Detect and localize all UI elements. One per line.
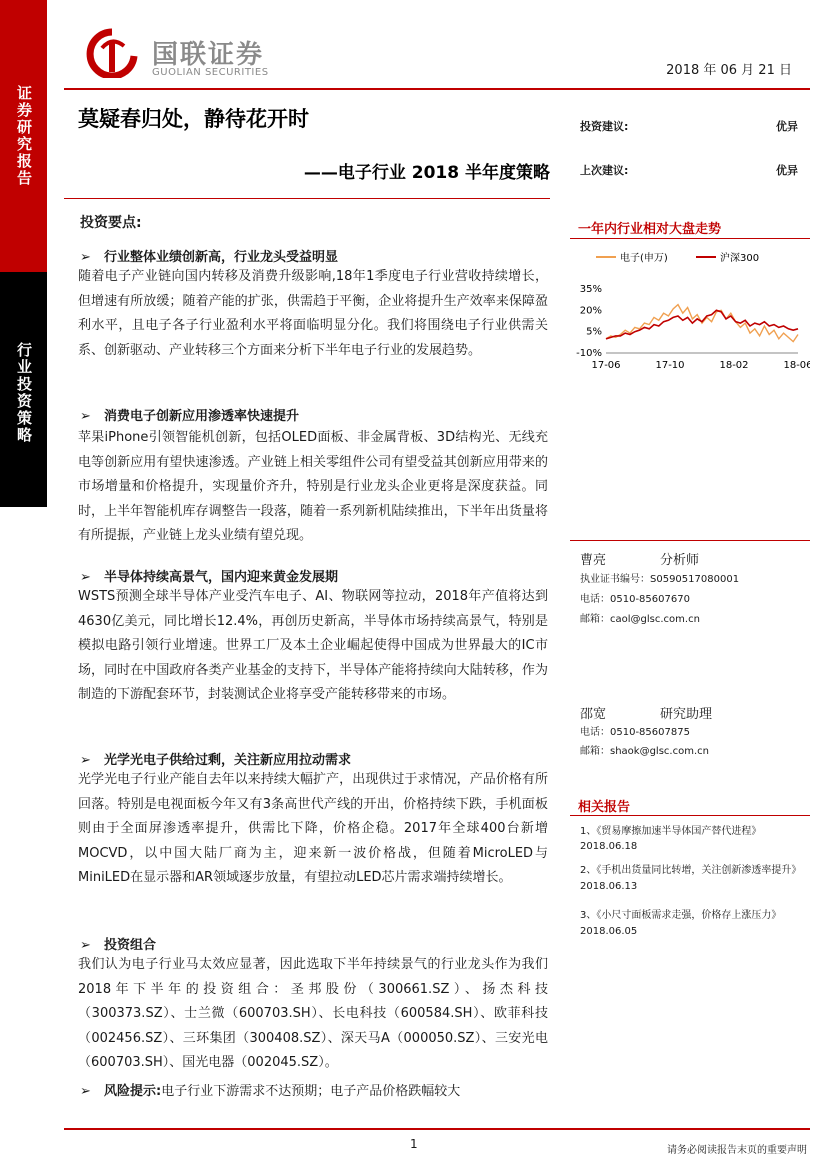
legend-label-csi300: 沪深300	[720, 253, 760, 264]
related-report-1-date: 2018.06.18	[580, 841, 638, 852]
page-header	[72, 22, 812, 92]
footer-divider	[64, 1128, 810, 1130]
section-4-heading	[80, 749, 351, 768]
section-4-body: 光学光电子行业产能自去年以来持续大幅扩产，出现供过于求情况，产品价格有所回落。特别是电视面板今年又有3条高世代产线的开出，价格持续下跌，手机面板则由于全面屏渗透率提升，供需比下降，价格企稳。2017年全球400台新增MOCVD，以中国大陆厂商为主，迎来新一波价格战，但随着MicroLED与MiniLED在显示器和AR领域逐步放量，有望拉动LED芯片需求端持续增长。	[78, 772, 548, 885]
risk-text: 电子行业下游需求不达预期；电子产品价格跌幅较大	[161, 1084, 461, 1099]
section-3-title: 半导体持续高景气，国内迎来黄金发展期	[104, 570, 339, 585]
risk-label: 风险提示:	[104, 1084, 162, 1099]
analyst-1-cert: 执业证书编号：S0590517080001	[580, 574, 740, 585]
arrow-bullet-icon: ➢	[80, 938, 91, 953]
y-tick-label: -10%	[576, 348, 602, 359]
analyst-1-name: 曹亮	[580, 553, 607, 568]
page-number: 1	[410, 1137, 418, 1151]
analyst-2	[580, 703, 713, 722]
section-1-title: 行业整体业绩创新高，行业龙头受益明显	[104, 250, 339, 265]
sidebar-bottom-label: 行业投资策略	[15, 342, 33, 444]
x-tick-label: 18-06	[783, 360, 810, 371]
related-report-2-title[interactable]: 2、《手机出货量同比转增，关注创新渗透率提升》	[580, 865, 802, 876]
section-5-body: 我们认为电子行业马太效应显著，因此选取下半年持续景气的行业龙头作为我们2018年下半年的投资组合：圣邦股份（300661.SZ）、扬杰科技（300373.SZ）、士兰微（600703.SH）、长电科技（600584.SH）、欧菲科技（002456.SZ）、三环集团（300408.SZ）、深天马A（000050.SZ）、三安光电（600703.SH）、国光电器（002045.SZ）。	[78, 957, 548, 1070]
x-tick-label: 17-10	[655, 360, 685, 371]
arrow-bullet-icon: ➢	[80, 753, 91, 768]
section-2-heading	[80, 405, 299, 424]
chart-svg	[570, 245, 810, 385]
analyst-divider	[570, 540, 810, 541]
section-5-heading	[80, 934, 156, 953]
arrow-bullet-icon: ➢	[80, 409, 91, 424]
y-tick-label: 35%	[579, 284, 602, 295]
rating-current-value: 优异	[776, 120, 798, 133]
report-title: 莫疑春归处，静待花开时	[78, 106, 309, 131]
y-tick-label: 5%	[586, 326, 602, 338]
analyst-2-role: 研究助理	[660, 707, 713, 722]
related-reports-title: 相关报告	[578, 800, 631, 815]
risk-note	[80, 1080, 460, 1099]
analyst-2-phone: 电话：0510-85607875	[580, 727, 690, 738]
chart-title: 一年内行业相对大盘走势	[578, 222, 722, 237]
x-tick-label: 18-02	[719, 360, 749, 371]
section-2-body: 苹果iPhone引领智能机创新，包括OLED面板、非金属背板、3D结构光、无线充电等创新应用有望快速渗透。产业链上相关零组件公司有望受益其创新应用带来的市场增量和价格提升，实现量价齐升，特别是行业龙头企业更将是深度获益。同时，上半年智能机库存调整告一段落，随着一系列新机陆续推出，下半年出货量将有所提振，产业链上龙头业绩有望兑现。	[78, 430, 548, 543]
analyst-2-name: 邵宽	[580, 707, 607, 722]
arrow-bullet-icon: ➢	[80, 1084, 91, 1099]
footer-disclaimer: 请务必阅读报告末页的重要声明	[667, 1145, 807, 1156]
logo-text-en: GUOLIAN SECURITIES	[152, 67, 269, 78]
series-line-electronics	[606, 305, 798, 342]
section-2-title: 消费电子创新应用渗透率快速提升	[104, 409, 300, 424]
sidebar-bottom-band	[0, 272, 47, 507]
x-tick-label: 17-06	[591, 360, 621, 371]
y-tick-label: 20%	[579, 305, 602, 317]
analyst-1-phone: 电话：0510-85607670	[580, 594, 690, 605]
sidebar-top-label: 证券研究报告	[15, 85, 33, 187]
arrow-bullet-icon: ➢	[80, 250, 91, 265]
section-1-body: 随着电子产业链向国内转移及消费升级影响,18年1季度电子行业营收持续增长，但增速有所放缓；随着产能的扩张，供需趋于平衡，企业将提升生产效率来保障盈利水平，且电子各子行业盈利水平将面临明显分化。我们将围绕电子行业供需关系、创新驱动、产业转移三个方面来分析下半年电子行业的发展趋势。	[78, 269, 548, 358]
rating-previous-label: 上次建议:	[580, 164, 629, 177]
related-report-1-title[interactable]: 1、《贸易摩擦加速半导体国产替代进程》	[580, 826, 762, 837]
section-5-title: 投资组合	[104, 938, 157, 953]
analyst-1-email[interactable]: 邮箱：caol@glsc.com.cn	[580, 614, 700, 625]
summary-heading: 投资要点:	[80, 215, 142, 231]
logo-emblem-icon	[82, 28, 142, 78]
arrow-bullet-icon: ➢	[80, 570, 91, 585]
related-reports-underline	[570, 815, 810, 816]
rating-current-label: 投资建议:	[580, 120, 629, 133]
chart-title-underline	[570, 238, 810, 239]
header-divider	[64, 88, 810, 90]
logo-text-cn: 国联证券	[152, 40, 265, 70]
rating-previous-value: 优异	[776, 164, 798, 177]
relative-performance-chart	[570, 245, 810, 385]
analyst-1-role: 分析师	[660, 553, 700, 568]
report-date: 2018 年 06 月 21 日	[666, 63, 792, 78]
section-1-heading	[80, 246, 338, 265]
section-3-body: WSTS预测全球半导体产业受汽车电子、AI、物联网等拉动，2018年产值将达到4630亿美元，同比增长12.4%，再创历史新高，半导体市场持续高景气，特别是模拟电路引领行业增速。世界工厂及本土企业崛起使得中国成为世界最大的IC市场，同时在中国政府各类产业基金的支持下，半导体产能将持续向大陆转移，作为制造的下游配套环节，封装测试企业将享受产能转移带来的市场。	[78, 589, 548, 702]
section-3-heading	[80, 566, 338, 585]
section-4-title: 光学光电子供给过剩，关注新应用拉动需求	[104, 753, 352, 768]
legend-label-electronics: 电子(申万)	[620, 253, 668, 264]
title-divider	[64, 198, 550, 199]
related-report-3-title[interactable]: 3、《小尺寸面板需求走强，价格存上涨压力》	[580, 910, 782, 921]
analyst-2-email[interactable]: 邮箱：shaok@glsc.com.cn	[580, 746, 709, 757]
brand-logo	[72, 22, 352, 82]
related-report-2-date: 2018.06.13	[580, 881, 638, 892]
report-subtitle: ——电子行业 2018 半年度策略	[303, 163, 550, 183]
analyst-1	[580, 549, 700, 568]
related-report-3-date: 2018.06.05	[580, 926, 638, 937]
sidebar-top-band	[0, 0, 47, 272]
